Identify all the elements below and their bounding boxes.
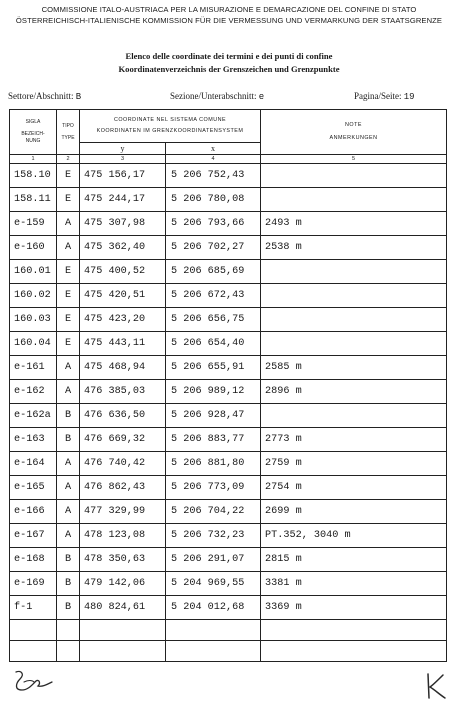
- column-number: 1: [10, 155, 57, 164]
- cell-x: 5 206 881,80: [166, 452, 261, 476]
- cell-tipo: [57, 620, 80, 641]
- table-row: [10, 188, 447, 212]
- cell-x: 5 206 704,22: [166, 500, 261, 524]
- cell-x: 5 206 780,08: [166, 188, 261, 212]
- cell-note: 2538 m: [261, 236, 447, 260]
- table-row: [10, 572, 447, 596]
- commission-header: [0, 4, 458, 26]
- cell-x: 5 206 702,27: [166, 236, 261, 260]
- table-row: [10, 164, 447, 188]
- cell-y: [80, 641, 166, 662]
- header-x: x: [166, 143, 261, 155]
- cell-sigla: e-168: [10, 548, 57, 572]
- column-number: 3: [80, 155, 166, 164]
- cell-y: 476 385,03: [80, 380, 166, 404]
- header-german: ÖSTERREICHISCH-ITALIENISCHE KOMMISSION FÜR DIE VERMESSUNG UND VERMARKUNG DER STAATSGRENZE: [15, 16, 443, 25]
- cell-sigla: f-1: [10, 596, 57, 620]
- cell-note: 3381 m: [261, 572, 447, 596]
- cell-note: [261, 332, 447, 356]
- cell-tipo: A: [57, 212, 80, 236]
- cell-sigla: e-162a: [10, 404, 57, 428]
- cell-x: [166, 641, 261, 662]
- cell-y: 478 123,08: [80, 524, 166, 548]
- cell-y: 475 244,17: [80, 188, 166, 212]
- cell-sigla: e-161: [10, 356, 57, 380]
- cell-note: 2896 m: [261, 380, 447, 404]
- cell-x: 5 206 685,69: [166, 260, 261, 284]
- cell-note: [261, 188, 447, 212]
- header-tipo-line: TYPE: [61, 134, 75, 141]
- cell-x: 5 206 656,75: [166, 308, 261, 332]
- cell-tipo: [57, 641, 80, 662]
- cell-sigla: e-163: [10, 428, 57, 452]
- cell-y: 475 156,17: [80, 164, 166, 188]
- cell-note: 2815 m: [261, 548, 447, 572]
- cell-note: [261, 404, 447, 428]
- table-row: [10, 212, 447, 236]
- cell-y: 475 420,51: [80, 284, 166, 308]
- cell-note: 2699 m: [261, 500, 447, 524]
- cell-note: 2585 m: [261, 356, 447, 380]
- cell-tipo: E: [57, 284, 80, 308]
- cell-tipo: B: [57, 404, 80, 428]
- cell-note: [261, 641, 447, 662]
- table-row: [10, 284, 447, 308]
- cell-tipo: E: [57, 260, 80, 284]
- cell-sigla: e-160: [10, 236, 57, 260]
- cell-tipo: B: [57, 572, 80, 596]
- cell-sigla: e-165: [10, 476, 57, 500]
- header-tipo: [57, 110, 80, 155]
- cell-note: [261, 284, 447, 308]
- header-italian: COMMISSIONE ITALO-AUSTRIACA PER LA MISURAZIONE E DEMARCAZIONE DEL CONFINE DI STATO: [41, 5, 417, 14]
- cell-tipo: E: [57, 332, 80, 356]
- cell-tipo: A: [57, 452, 80, 476]
- cell-y: 477 329,99: [80, 500, 166, 524]
- cell-sigla: e-169: [10, 572, 57, 596]
- cell-sigla: [10, 641, 57, 662]
- header-row: [10, 110, 447, 143]
- cell-x: 5 206 883,77: [166, 428, 261, 452]
- cell-x: [166, 620, 261, 641]
- cell-note: 2759 m: [261, 452, 447, 476]
- table-row: [10, 332, 447, 356]
- cell-sigla: 160.03: [10, 308, 57, 332]
- cell-x: 5 206 773,09: [166, 476, 261, 500]
- subtitle-italian: Elenco delle coordinate dei termini e dei punti di confine: [125, 51, 333, 61]
- cell-x: 5 206 654,40: [166, 332, 261, 356]
- cell-note: [261, 620, 447, 641]
- header-coord-italian: COORDINATE NEL SISTEMA COMUNE: [113, 117, 227, 123]
- header-coordinates: [80, 110, 261, 143]
- cell-tipo: A: [57, 236, 80, 260]
- document-subtitle: [0, 50, 458, 76]
- sezione-field: [170, 91, 264, 102]
- cell-sigla: 160.04: [10, 332, 57, 356]
- cell-sigla: e-166: [10, 500, 57, 524]
- settore-value: B: [75, 92, 82, 102]
- cell-sigla: 160.02: [10, 284, 57, 308]
- table-row: [10, 308, 447, 332]
- cell-tipo: B: [57, 428, 80, 452]
- cell-x: 5 206 793,66: [166, 212, 261, 236]
- column-number: 4: [166, 155, 261, 164]
- cell-tipo: E: [57, 164, 80, 188]
- header-tipo-line: TIPO: [62, 122, 74, 129]
- cell-x: 5 204 012,68: [166, 596, 261, 620]
- cell-sigla: e-162: [10, 380, 57, 404]
- column-number: 2: [57, 155, 80, 164]
- column-number-row: [10, 155, 447, 164]
- cell-note: 2754 m: [261, 476, 447, 500]
- header-note-german: ANMERKUNGEN: [329, 135, 378, 141]
- settore-label: Settore/Abschnitt:: [8, 91, 74, 101]
- pagina-label: Pagina/Seite:: [354, 91, 402, 101]
- header-sigla: [10, 110, 57, 155]
- cell-y: 479 142,06: [80, 572, 166, 596]
- cell-sigla: e-159: [10, 212, 57, 236]
- table-row: [10, 476, 447, 500]
- table-row: [10, 428, 447, 452]
- cell-y: 475 362,40: [80, 236, 166, 260]
- blank-row: [10, 641, 447, 662]
- cell-y: 476 636,50: [80, 404, 166, 428]
- cell-y: 476 669,32: [80, 428, 166, 452]
- cell-sigla: 158.11: [10, 188, 57, 212]
- header-sigla-line: SIGLA: [25, 119, 41, 125]
- header-coord-german: KOORDINATEN IM GRENZKOORDINATENSYSTEM: [96, 128, 244, 134]
- table-row: [10, 500, 447, 524]
- cell-y: [80, 620, 166, 641]
- cell-y: 476 740,42: [80, 452, 166, 476]
- header-y: y: [80, 143, 166, 155]
- table-row: [10, 260, 447, 284]
- table-row: [10, 380, 447, 404]
- blank-row: [10, 620, 447, 641]
- cell-sigla: 160.01: [10, 260, 57, 284]
- sezione-label: Sezione/Unterabschnitt:: [170, 91, 257, 101]
- cell-x: 5 206 291,07: [166, 548, 261, 572]
- column-number: 5: [261, 155, 447, 164]
- subtitle-german: Koordinatenverzeichnis der Grenszeichen und Grenzpunkte: [118, 64, 340, 74]
- table-row: [10, 356, 447, 380]
- header-sigla-line: NUNG: [25, 138, 41, 144]
- sheet-meta: [8, 91, 448, 103]
- cell-sigla: [10, 620, 57, 641]
- settore-field: [8, 91, 81, 102]
- coordinates-table: [9, 109, 447, 662]
- cell-note: 3369 m: [261, 596, 447, 620]
- table-row: [10, 404, 447, 428]
- table-row: [10, 524, 447, 548]
- cell-x: 5 206 928,47: [166, 404, 261, 428]
- cell-note: [261, 164, 447, 188]
- header-sigla-line: BEZEICH-: [21, 131, 45, 137]
- cell-y: 475 443,11: [80, 332, 166, 356]
- cell-x: 5 206 752,43: [166, 164, 261, 188]
- cell-tipo: A: [57, 476, 80, 500]
- cell-x: 5 206 989,12: [166, 380, 261, 404]
- cell-y: 475 423,20: [80, 308, 166, 332]
- table-row: [10, 548, 447, 572]
- pagina-value: 19: [403, 92, 415, 102]
- signature-left-image: [12, 668, 58, 694]
- cell-tipo: A: [57, 500, 80, 524]
- table-row: [10, 452, 447, 476]
- cell-x: 5 206 655,91: [166, 356, 261, 380]
- cell-x: 5 206 732,23: [166, 524, 261, 548]
- cell-y: 480 824,61: [80, 596, 166, 620]
- table-row: [10, 236, 447, 260]
- sezione-value: e: [258, 92, 265, 102]
- cell-tipo: E: [57, 308, 80, 332]
- header-note: [261, 110, 447, 155]
- cell-note: PT.352, 3040 m: [261, 524, 447, 548]
- cell-tipo: B: [57, 548, 80, 572]
- cell-note: 2493 m: [261, 212, 447, 236]
- cell-tipo: E: [57, 188, 80, 212]
- table-row: [10, 596, 447, 620]
- cell-sigla: 158.10: [10, 164, 57, 188]
- cell-note: [261, 260, 447, 284]
- cell-tipo: B: [57, 596, 80, 620]
- cell-note: 2773 m: [261, 428, 447, 452]
- cell-note: [261, 308, 447, 332]
- cell-y: 475 400,52: [80, 260, 166, 284]
- cell-sigla: e-167: [10, 524, 57, 548]
- cell-tipo: A: [57, 524, 80, 548]
- cell-tipo: A: [57, 356, 80, 380]
- cell-y: 476 862,43: [80, 476, 166, 500]
- header-note-italian: NOTE: [345, 122, 362, 128]
- cell-tipo: A: [57, 380, 80, 404]
- cell-y: 478 350,63: [80, 548, 166, 572]
- pagina-field: [354, 91, 415, 102]
- cell-x: 5 206 672,43: [166, 284, 261, 308]
- cell-y: 475 307,98: [80, 212, 166, 236]
- cell-y: 475 468,94: [80, 356, 166, 380]
- signature-right-image: [424, 672, 448, 700]
- cell-sigla: e-164: [10, 452, 57, 476]
- cell-x: 5 204 969,55: [166, 572, 261, 596]
